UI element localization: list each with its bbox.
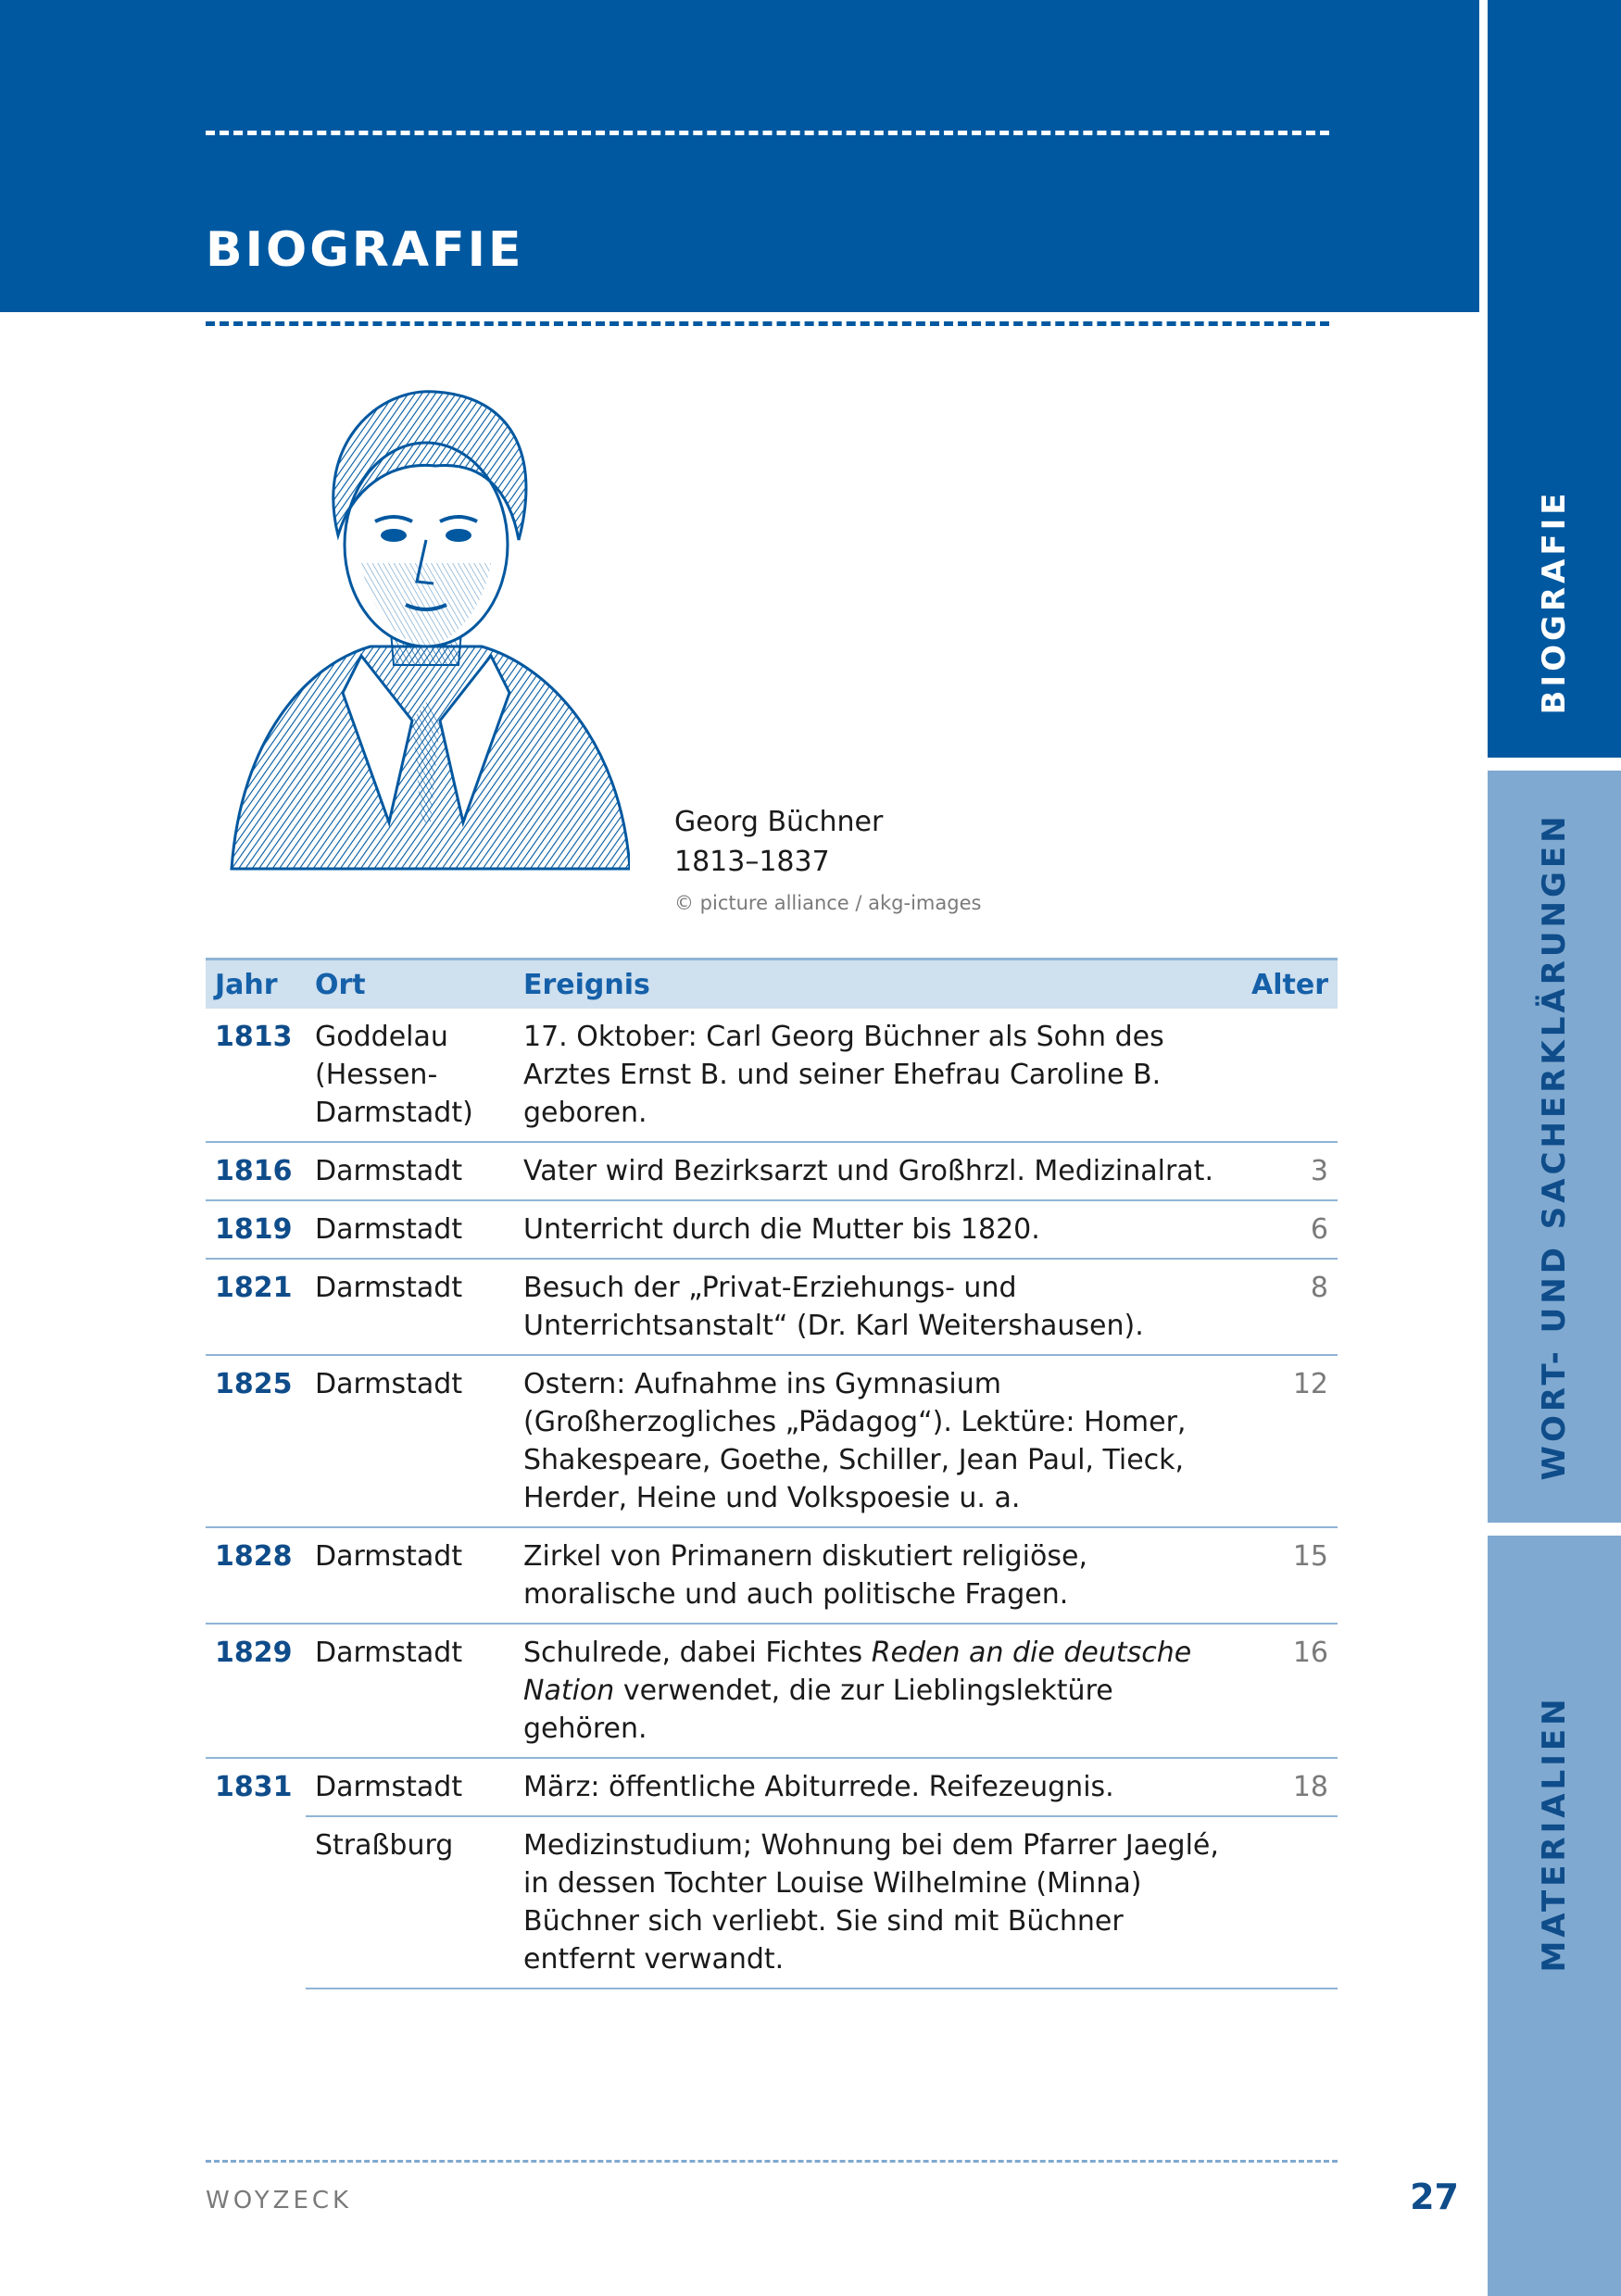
- cell-ereignis: 17. Oktober: Carl Georg Büchner als Sohn des Arztes Ernst B. und seiner Ehefrau Caroline B. geboren.: [514, 1009, 1236, 1142]
- table-row: [206, 1259, 1338, 1355]
- portrait-credit: © picture alliance / akg-images: [674, 892, 982, 914]
- tab-label: BIOGRAFIE: [1536, 489, 1573, 715]
- table-row: [206, 1816, 1338, 1989]
- tab-materialien[interactable]: [1488, 1536, 1621, 2296]
- cell-ereignis: Ostern: Aufnahme ins Gymnasium (Großherzogliches „Pädagog“). Lektüre: Homer, Shakespeare, Goethe, Schiller, Jean Paul, Tieck, Herder, Heine und Volkspoesie u. a.: [514, 1355, 1236, 1527]
- table-row: [206, 1758, 1338, 1816]
- cell-ereignis: [514, 1624, 1236, 1758]
- column-header-ort: Ort: [306, 960, 514, 1010]
- column-header-ereignis: Ereignis: [514, 960, 1236, 1010]
- cell-ort: Goddelau (Hessen-Darmstadt): [306, 1009, 514, 1142]
- cell-ereignis: Unterricht durch die Mutter bis 1820.: [514, 1200, 1236, 1259]
- table-row: [206, 1009, 1338, 1142]
- table-row: [206, 1624, 1338, 1758]
- biography-table: [206, 958, 1338, 1989]
- ereignis-text: Schulrede, dabei Fichtes: [523, 1637, 872, 1669]
- cell-alter: 6: [1236, 1200, 1338, 1259]
- work-title: Reden an die deutsche Nation: [523, 1637, 1192, 1707]
- cell-ort: Darmstadt: [306, 1527, 514, 1624]
- portrait-caption-dates: 1813–1837: [674, 846, 830, 878]
- cell-ereignis: Zirkel von Primanern diskutiert religiöse, moralische und auch politische Fragen.: [514, 1527, 1236, 1624]
- cell-ort: Darmstadt: [306, 1624, 514, 1758]
- cell-jahr: 1821: [206, 1259, 306, 1355]
- cell-ereignis: Besuch der „Privat-Erziehungs- und Unterrichtsanstalt“ (Dr. Karl Weitershausen).: [514, 1259, 1236, 1355]
- column-header-jahr: Jahr: [206, 960, 306, 1010]
- tab-label: MATERIALIEN: [1536, 1695, 1573, 1973]
- cell-jahr: 1831: [215, 1771, 293, 1803]
- footer-divider: [206, 2160, 1338, 2163]
- portrait-icon: [222, 387, 630, 887]
- cell-jahr: 1828: [206, 1527, 306, 1624]
- footer-title: WOYZECK: [206, 2187, 353, 2214]
- cell-ort: Darmstadt: [306, 1142, 514, 1200]
- cell-alter: 12: [1236, 1355, 1338, 1527]
- table-row: [206, 1355, 1338, 1527]
- cell-jahr: 1819: [206, 1200, 306, 1259]
- cell-alter: [1236, 1816, 1338, 1989]
- cell-jahr: 1813: [206, 1009, 306, 1142]
- ereignis-text: verwendet, die zur Lieblingslektüre gehören.: [523, 1675, 1113, 1745]
- portrait-caption-name: Georg Büchner: [674, 806, 884, 838]
- tab-wort-und-sacherklaerungen[interactable]: [1488, 771, 1621, 1523]
- cell-ort: Darmstadt: [306, 1200, 514, 1259]
- cell-alter: 8: [1236, 1259, 1338, 1355]
- cell-ort: Darmstadt: [306, 1758, 514, 1816]
- table-row: [206, 1142, 1338, 1200]
- cell-alter: 3: [1236, 1142, 1338, 1200]
- header-divider: [206, 131, 1329, 135]
- cell-ort: Darmstadt: [306, 1259, 514, 1355]
- table-row: [206, 1200, 1338, 1259]
- table-row: [206, 1527, 1338, 1624]
- page-number: 27: [1410, 2177, 1459, 2217]
- tab-biografie[interactable]: [1488, 0, 1621, 758]
- cell-jahr: 1829: [206, 1624, 306, 1758]
- cell-ort: Darmstadt: [306, 1355, 514, 1527]
- table-header-row: [206, 960, 1338, 1010]
- cell-ereignis: März: öffentliche Abiturrede. Reifezeugnis.: [514, 1758, 1236, 1816]
- cell-alter: [1236, 1009, 1338, 1142]
- page-title: BIOGRAFIE: [206, 222, 524, 278]
- cell-ereignis: Vater wird Bezirksarzt und Großhrzl. Medizinalrat.: [514, 1142, 1236, 1200]
- cell-alter: 16: [1236, 1624, 1338, 1758]
- title-divider: [206, 321, 1329, 326]
- cell-ort: Straßburg: [306, 1816, 514, 1989]
- cell-ereignis: Medizinstudium; Wohnung bei dem Pfarrer Jaeglé, in dessen Tochter Louise Wilhelmine (Minna) Büchner sich verliebt. Sie sind mit Büchner entfernt verwandt.: [514, 1816, 1236, 1989]
- cell-alter: 15: [1236, 1527, 1338, 1624]
- cell-alter: 18: [1236, 1758, 1338, 1816]
- column-header-alter: Alter: [1236, 960, 1338, 1010]
- tab-label: WORT- UND SACHERKLÄRUNGEN: [1536, 812, 1573, 1481]
- cell-jahr: 1825: [206, 1355, 306, 1527]
- cell-jahr: 1816: [206, 1142, 306, 1200]
